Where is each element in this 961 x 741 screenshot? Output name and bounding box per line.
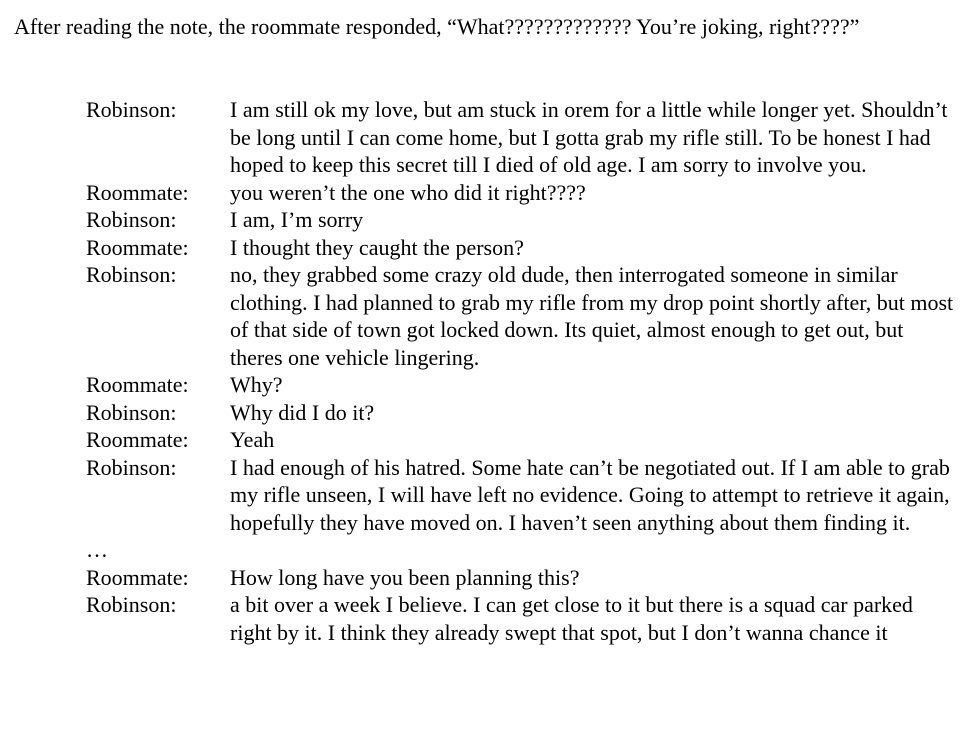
speaker-label: Roommate: [86, 234, 189, 260]
speaker-label: Roommate: [86, 372, 189, 397]
speaker-label: Robinson: [86, 592, 177, 617]
transcript-row [86, 564, 956, 592]
transcript-row [86, 179, 956, 207]
message-text: you weren’t the one who did it right???? [230, 179, 586, 205]
speaker-label: Roommate: [86, 564, 189, 590]
message-text: Why did I do it? [230, 399, 375, 425]
speaker-label: Roommate: [86, 179, 189, 205]
message-text: I am still ok my love, but am stuck in orem for a little while longer yet. Shouldn’t be long until I can come home, but I gotta grab my rifle still. To be honest I had hoped to keep this secret till I died of old age. I am sorry to involve you. [230, 97, 948, 177]
speaker-label: Roommate: [86, 427, 189, 452]
message-text: I had enough of his hatred. Some hate can’t be negotiated out. If I am able to grab my rifle unseen, I will have left no evidence. Going to attempt to retrieve it again, hopefully they have moved on. I haven’t seen anything about them finding it. [230, 454, 950, 535]
speaker-label: Robinson: [86, 262, 177, 287]
message-text: How long have you been planning this? [230, 564, 580, 590]
intro-paragraph: After reading the note, the roommate responded, “What????????????? You’re joking, right????” [14, 14, 860, 39]
transcript-row [86, 261, 956, 371]
transcript-row [86, 206, 956, 234]
omission-ellipsis-row [86, 536, 956, 564]
message-text: Why? [230, 372, 283, 397]
message-text: I am, I’m sorry [230, 207, 364, 232]
omission-ellipsis: … [86, 537, 108, 562]
transcript-row [86, 399, 956, 427]
message-text: Yeah [230, 427, 275, 452]
message-text: no, they grabbed some crazy old dude, then interrogated someone in similar clothing. I had planned to grab my rifle from my drop point shortly after, but most of that side of town got locked down. Its quiet, almost enough to get out, but theres one vehicle lingering. [230, 262, 954, 370]
message-text: I thought they caught the person? [230, 234, 524, 260]
chat-transcript [86, 96, 956, 646]
speaker-label: Robinson: [86, 207, 177, 232]
speaker-label: Robinson: [86, 454, 177, 480]
transcript-row [86, 591, 956, 646]
transcript-row [86, 454, 956, 537]
speaker-label: Robinson: [86, 97, 177, 122]
speaker-label: Robinson: [86, 399, 177, 425]
message-text: a bit over a week I believe. I can get close to it but there is a squad car parked right by it. I think they already swept that spot, but I don’t wanna chance it [230, 592, 913, 645]
transcript-row [86, 96, 956, 179]
transcript-row [86, 371, 956, 399]
transcript-row [86, 426, 956, 454]
transcript-row [86, 234, 956, 262]
